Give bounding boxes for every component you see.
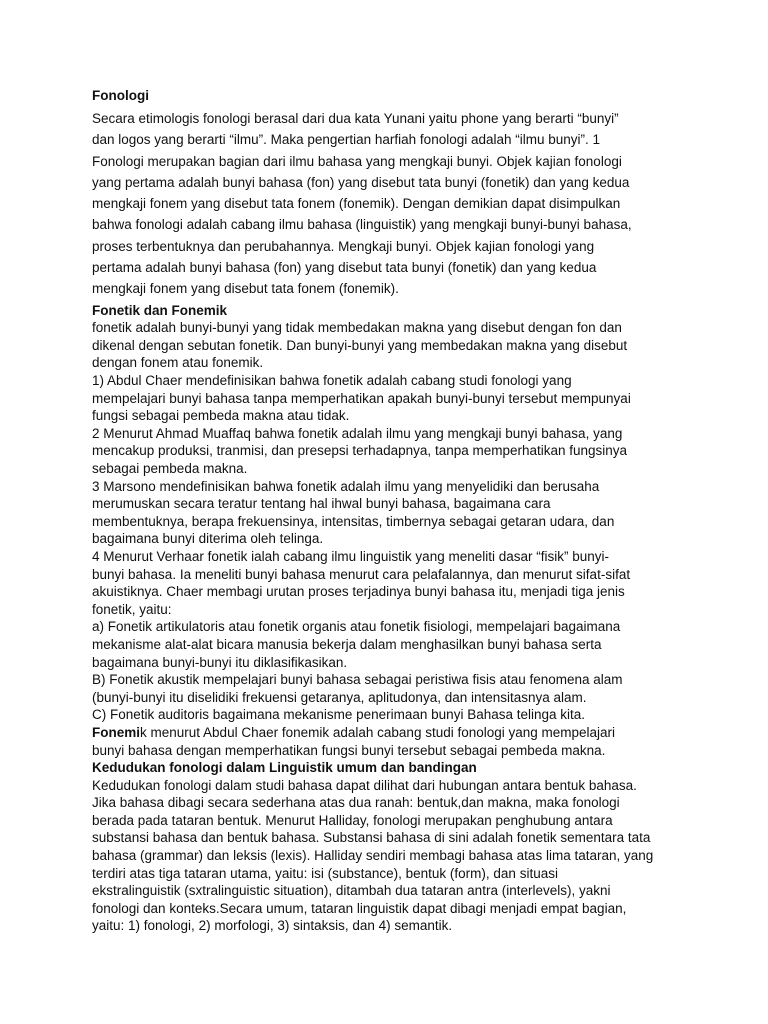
text-line: mengkaji fonem yang disebut tata fonem (fonemik).: [92, 281, 399, 297]
text-line: Secara etimologis fonologi berasal dari dua kata Yunani yaitu phone yang berarti “bunyi”: [92, 111, 619, 126]
fonemik-definition-text: k menurut Abdul Chaer fonemik adalah cabang studi fonologi yang mempelajari: [140, 724, 616, 740]
section-heading-kedudukan-fonologi: Kedudukan fonologi dalam Linguistik umum dan bandingan: [92, 760, 477, 776]
text-line: dan logos yang berarti “ilmu”. Maka pengertian harfiah fonologi adalah “ilmu bunyi”. 1: [92, 132, 601, 148]
text-line: berada pada tataran bentuk. Menurut Halliday, fonologi merupakan penghubung antara: [92, 812, 613, 828]
text-line: bunyi bahasa. Ia meneliti bunyi bahasa menurut cara pelafalannya, dan menurut sifat-sifat: [92, 566, 631, 582]
document-page: [92, 86, 692, 935]
fonemik-bold-term: Fonemi: [92, 724, 141, 740]
text-line: fonetik, yaitu:: [92, 601, 172, 617]
text-line: (bunyi-bunyi itu diselidiki frekuensi getaranya, aplitudonya, dan intensitasnya alam.: [92, 689, 587, 705]
section-heading-fonetik-fonemik: Fonetik dan Fonemik: [92, 302, 228, 318]
document-body: [92, 302, 692, 935]
text-line: fonetik adalah bunyi-bunyi yang tidak membedakan makna yang disebut dengan fon dan: [92, 320, 622, 336]
text-line: yang pertama adalah bunyi bahasa (fon) yang disebut tata bunyi (fonetik) dan yang kedua: [92, 174, 630, 190]
text-line: dikenal dengan sebutan fonetik. Dan bunyi-bunyi yang membedakan makna yang disebut: [92, 337, 628, 353]
text-line: mempelajari bunyi bahasa tanpa memperhatikan apakah bunyi-bunyi tersebut mempunyai: [92, 390, 631, 406]
text-line: pertama adalah bunyi bahasa (fon) yang disebut tata bunyi (fonetik) dan yang kedua: [92, 260, 597, 276]
text-line: Kedudukan fonologi dalam studi bahasa dapat dilihat dari hubungan antara bentuk bahasa.: [92, 777, 637, 793]
text-line: Jika bahasa dibagi secara sederhana atas dua ranah: bentuk,dan makna, maka fonologi: [92, 795, 620, 811]
text-line: B) Fonetik akustik mempelajari bunyi bahasa sebagai peristiwa fisis atau fenomena alam: [92, 672, 623, 688]
text-line: fungsi sebagai pembeda makna atau tidak.: [92, 408, 350, 424]
text-line: 4 Menurut Verhaar fonetik ialah cabang ilmu linguistik yang meneliti dasar “fisik” bunyi-: [92, 548, 610, 564]
text-line: substansi bahasa dan bentuk bahasa. Substansi bahasa di sini adalah fonetik sementara tata: [92, 830, 651, 846]
text-line: proses terbentuknya dan perubahannya. Mengkaji bunyi. Objek kajian fonologi yang: [92, 238, 595, 254]
text-line: mencakup produksi, tranmisi, dan presepsi terhadapnya, tanpa memperhatikan fungsinya: [92, 443, 628, 459]
text-line: 2 Menurut Ahmad Muaffaq bahwa fonetik adalah ilmu yang mengkaji bunyi bahasa, yang: [92, 425, 623, 441]
text-line: merumuskan secara teratur tentang hal ihwal bunyi bahasa, bagaimana cara: [92, 496, 551, 512]
text-line: bahwa fonologi adalah cabang ilmu bahasa (linguistik) yang mengkaji bunyi-bunyi bahasa,: [92, 217, 632, 233]
text-line: fonologi dan konteks.Secara umum, tataran linguistik dapat dibagi menjadi empat bagian,: [92, 900, 627, 916]
text-line: a) Fonetik artikulatoris atau fonetik organis atau fonetik fisiologi, mempelajari bagaimana: [92, 619, 621, 635]
document-title: Fonologi: [92, 88, 149, 103]
text-line: mekanisme alat-alat bicara manusia bekerja dalam menghasilkan bunyi bahasa serta: [92, 636, 602, 652]
text-line: akuistiknya. Chaer membagi urutan proses terjadinya bunyi bahasa itu, menjadi tiga jenis: [92, 584, 625, 600]
fonemik-definition-line: [92, 724, 692, 742]
text-line: C) Fonetik auditoris bagaimana mekanisme penerimaan bunyi Bahasa telinga kita.: [92, 707, 586, 723]
text-line: dengan fonem atau fonemik.: [92, 355, 264, 371]
text-line: ekstralinguistik (sxtralinguistic situation), ditambah dua tataran antra (interlevels), yakni: [92, 883, 611, 899]
text-line: terdiri atas tiga tataran utama, yaitu: isi (substance), bentuk (form), dan situasi: [92, 865, 558, 881]
text-line: sebagai pembeda makna.: [92, 461, 248, 477]
text-line: bagaimana bunyi-bunyi itu diklasifikasikan.: [92, 654, 348, 670]
intro-paragraph: [92, 108, 692, 300]
text-line: 1) Abdul Chaer mendefinisikan bahwa fonetik adalah cabang studi fonologi yang: [92, 373, 572, 389]
text-line: mengkaji fonem yang disebut tata fonem (fonemik). Dengan demikian dapat disimpulkan: [92, 196, 621, 212]
text-line: bahasa (grammar) dan leksis (lexis). Halliday sendiri membagi bahasa atas lima tataran, yang: [92, 848, 654, 864]
text-line: membentuknya, berapa frekuensinya, intensitas, timbernya sebagai getaran udara, dan: [92, 513, 615, 529]
text-line: bunyi bahasa dengan memperhatikan fungsi bunyi tersebut sebagai pembeda makna.: [92, 742, 606, 758]
text-line: 3 Marsono mendefinisikan bahwa fonetik adalah ilmu yang menyelidiki dan berusaha: [92, 478, 600, 494]
text-line: Fonologi merupakan bagian dari ilmu bahasa yang mengkaji bunyi. Objek kajian fonologi: [92, 153, 622, 169]
text-line: yaitu: 1) fonologi, 2) morfologi, 3) sintaksis, dan 4) semantik.: [92, 918, 453, 934]
text-line: bagaimana bunyi diterima oleh telinga.: [92, 531, 324, 547]
